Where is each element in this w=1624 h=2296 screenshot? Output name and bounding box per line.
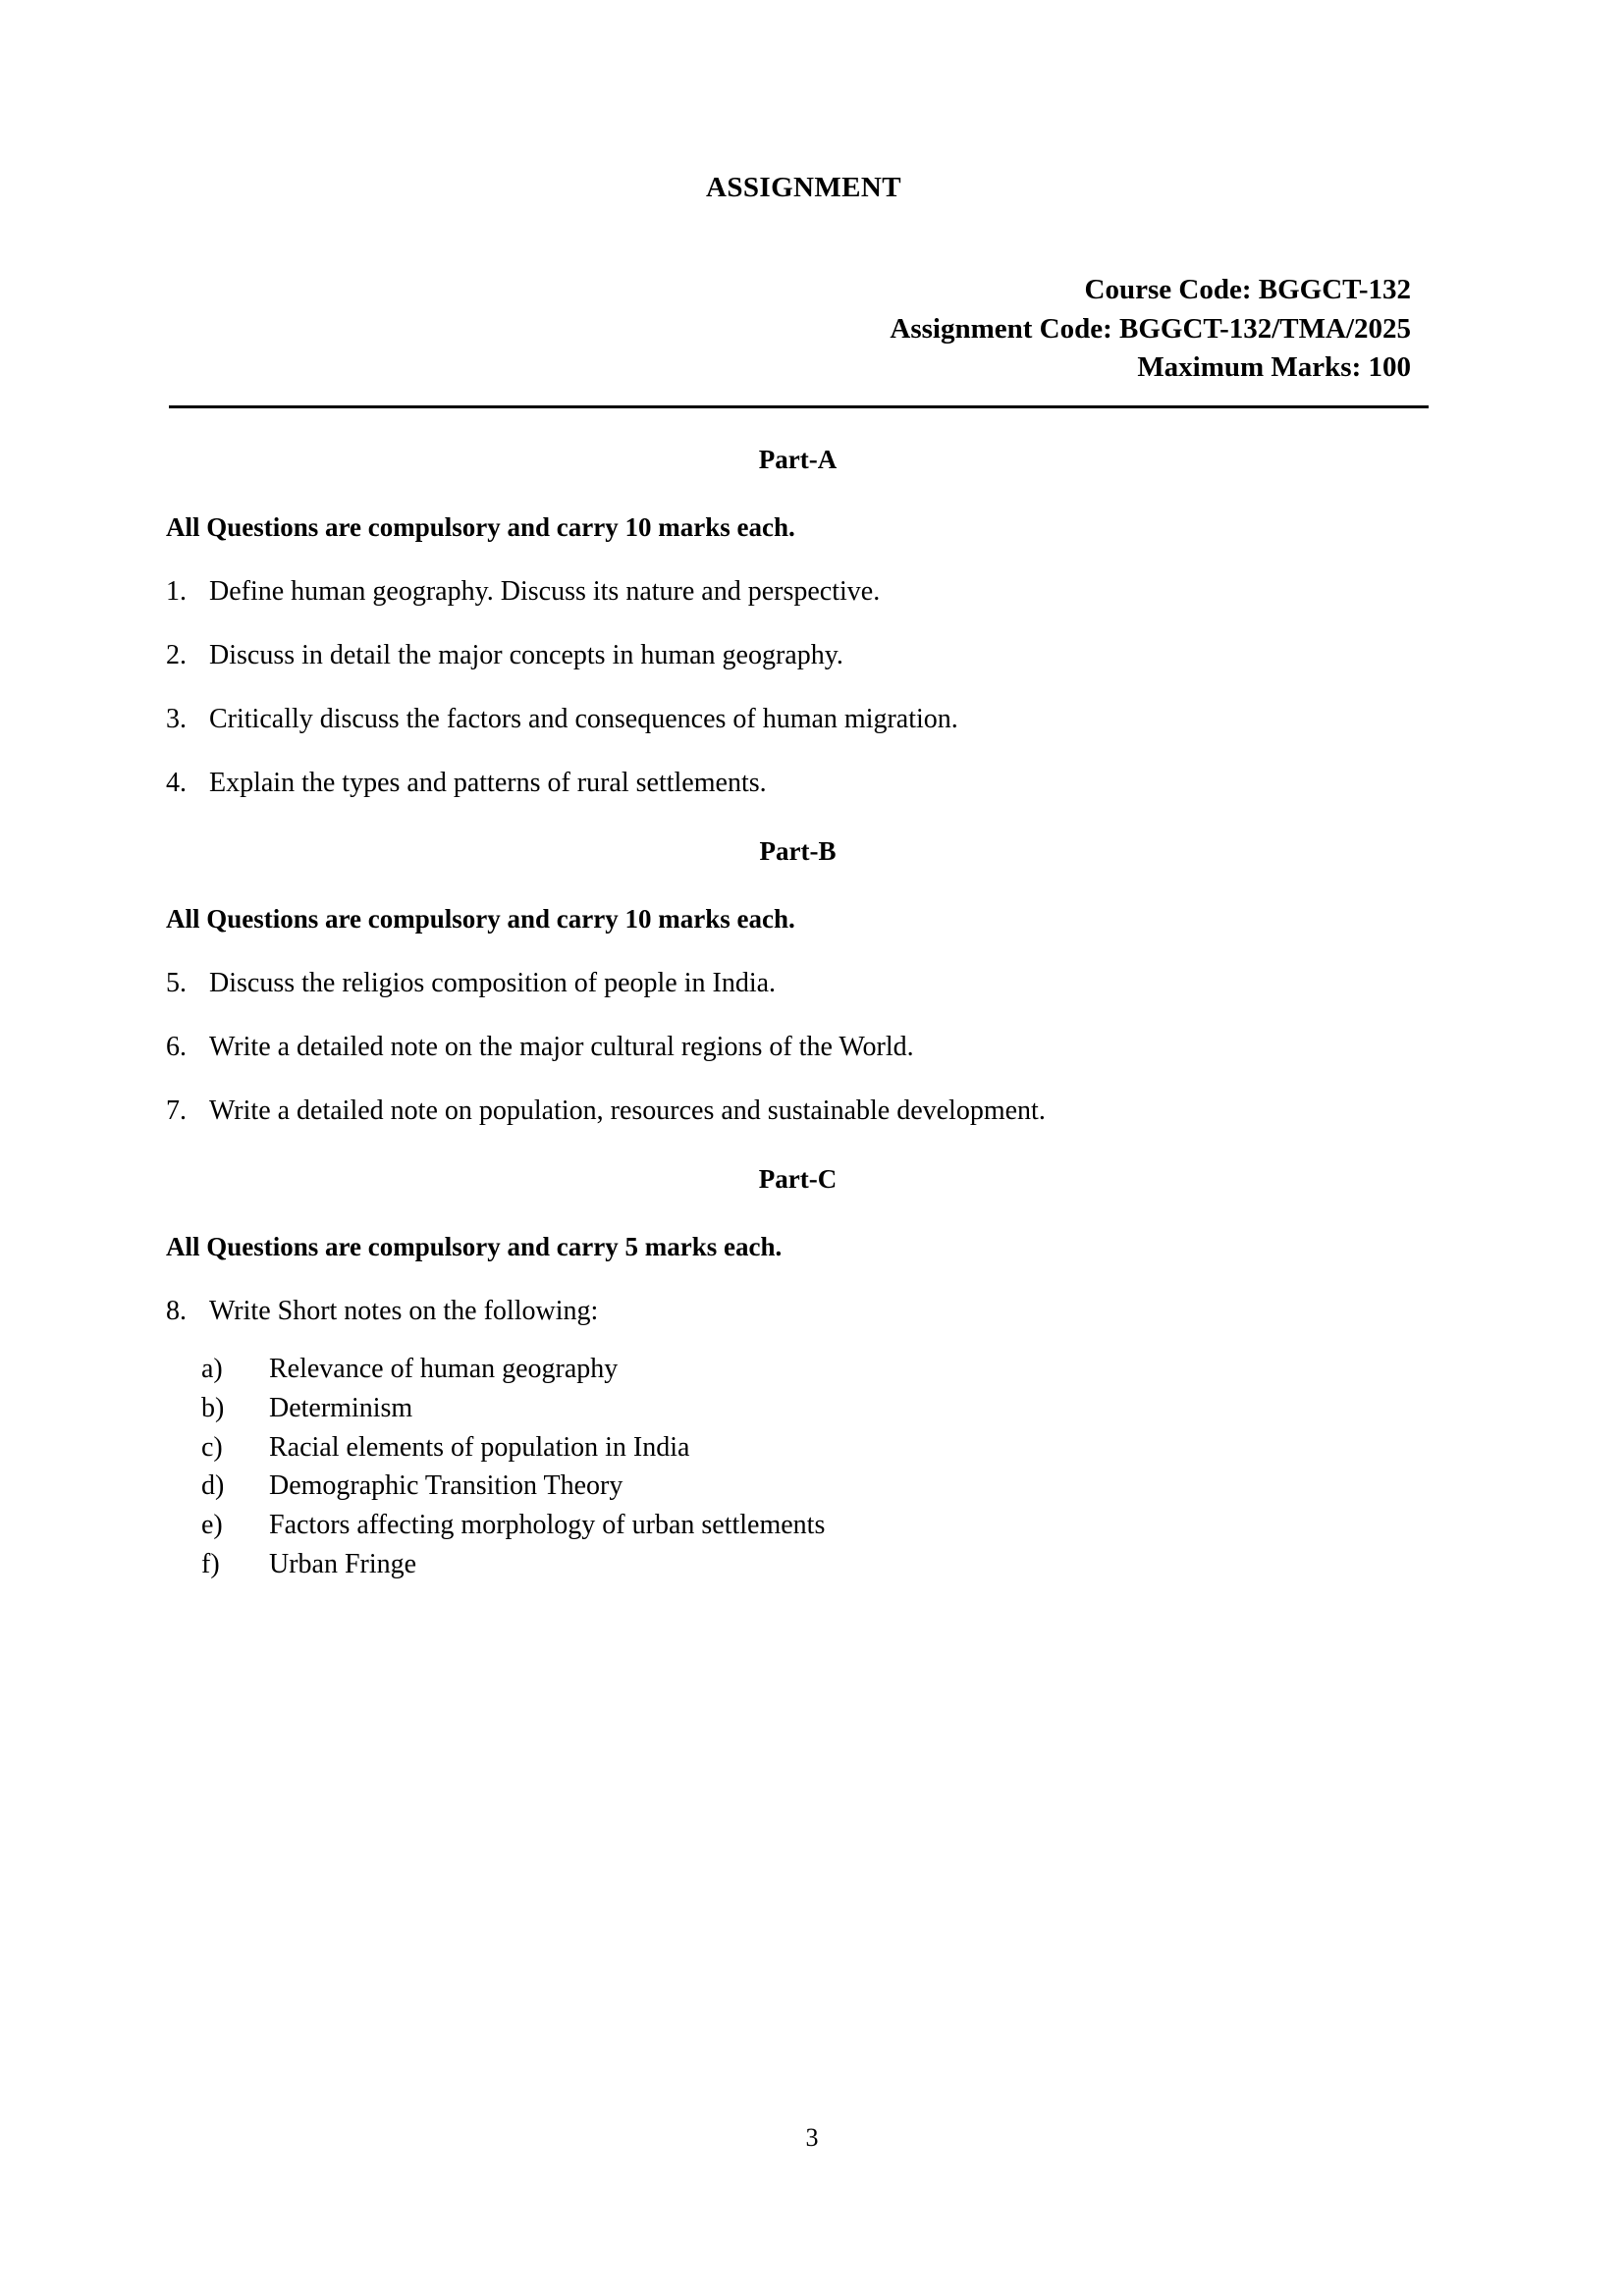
page-content	[166, 0, 1429, 1584]
question-item	[166, 574, 1429, 609]
question-item	[166, 638, 1429, 672]
assignment-code-line: Assignment Code: BGGCT-132/TMA/2025	[890, 312, 1411, 345]
question-text: Discuss the religios composition of people in India.	[209, 968, 777, 999]
sublist-item-text: Relevance of human geography	[269, 1354, 619, 1385]
maximum-marks-line: Maximum Marks: 100	[1137, 351, 1411, 384]
sublist-item-label: f)	[201, 1548, 220, 1579]
question-item	[166, 1294, 1429, 1328]
sublist-item	[201, 1545, 1429, 1584]
question-number: 7.	[166, 1095, 187, 1127]
question-text: Write Short notes on the following:	[209, 1296, 599, 1327]
question-text: Critically discuss the factors and consequences of human migration.	[209, 704, 958, 735]
assignment-header-block	[169, 271, 1411, 388]
sublist-item-text: Demographic Transition Theory	[269, 1470, 623, 1502]
sublist-item	[201, 1506, 1429, 1545]
question-text: Write a detailed note on population, resources and sustainable development.	[209, 1095, 1046, 1127]
page-number: 3	[805, 2123, 819, 2152]
sublist-item-label: b)	[201, 1392, 225, 1423]
question-number: 1.	[166, 576, 187, 608]
sublist-item-text: Factors affecting morphology of urban settlements	[269, 1510, 826, 1541]
question-number: 6.	[166, 1032, 187, 1063]
question-item	[166, 766, 1429, 800]
question-number: 3.	[166, 704, 187, 735]
short-notes-sublist	[201, 1350, 1429, 1584]
part-heading-a: Part-A	[758, 445, 838, 475]
sublist-item	[201, 1350, 1429, 1389]
question-number: 5.	[166, 968, 187, 999]
sublist-item	[201, 1428, 1429, 1468]
header-divider	[169, 405, 1429, 408]
part-instruction-b: All Questions are compulsory and carry 10 marks each.	[166, 904, 795, 934]
sublist-item-text: Determinism	[269, 1392, 413, 1423]
sublist-item-label: d)	[201, 1470, 225, 1502]
part-heading-c: Part-C	[758, 1164, 838, 1195]
question-number: 8.	[166, 1296, 187, 1327]
question-text: Explain the types and patterns of rural settlements.	[209, 768, 767, 799]
part-heading-b: Part-B	[759, 836, 837, 867]
course-code-line: Course Code: BGGCT-132	[1084, 274, 1411, 305]
question-number: 2.	[166, 640, 187, 671]
question-text: Define human geography. Discuss its nature and perspective.	[209, 576, 881, 608]
question-list-c	[166, 1294, 1429, 1328]
sublist-item	[201, 1389, 1429, 1428]
question-text: Write a detailed note on the major cultural regions of the World.	[209, 1032, 914, 1063]
sublist-item-text: Racial elements of population in India	[269, 1431, 690, 1463]
page-title: ASSIGNMENT	[706, 172, 901, 203]
question-list-b	[166, 966, 1429, 1128]
question-text: Discuss in detail the major concepts in human geography.	[209, 640, 843, 671]
question-item	[166, 702, 1429, 736]
question-item	[166, 1094, 1429, 1128]
question-item	[166, 966, 1429, 1000]
sublist-item-label: a)	[201, 1354, 223, 1385]
sublist-item-label: c)	[201, 1431, 223, 1463]
question-list-a	[166, 574, 1429, 800]
part-instruction-a: All Questions are compulsory and carry 10 marks each.	[166, 512, 795, 543]
sublist-item	[201, 1467, 1429, 1506]
sublist-item-label: e)	[201, 1510, 223, 1541]
question-number: 4.	[166, 768, 187, 799]
question-item	[166, 1030, 1429, 1064]
sublist-item-text: Urban Fringe	[269, 1548, 417, 1579]
part-instruction-c: All Questions are compulsory and carry 5 marks each.	[166, 1232, 783, 1262]
